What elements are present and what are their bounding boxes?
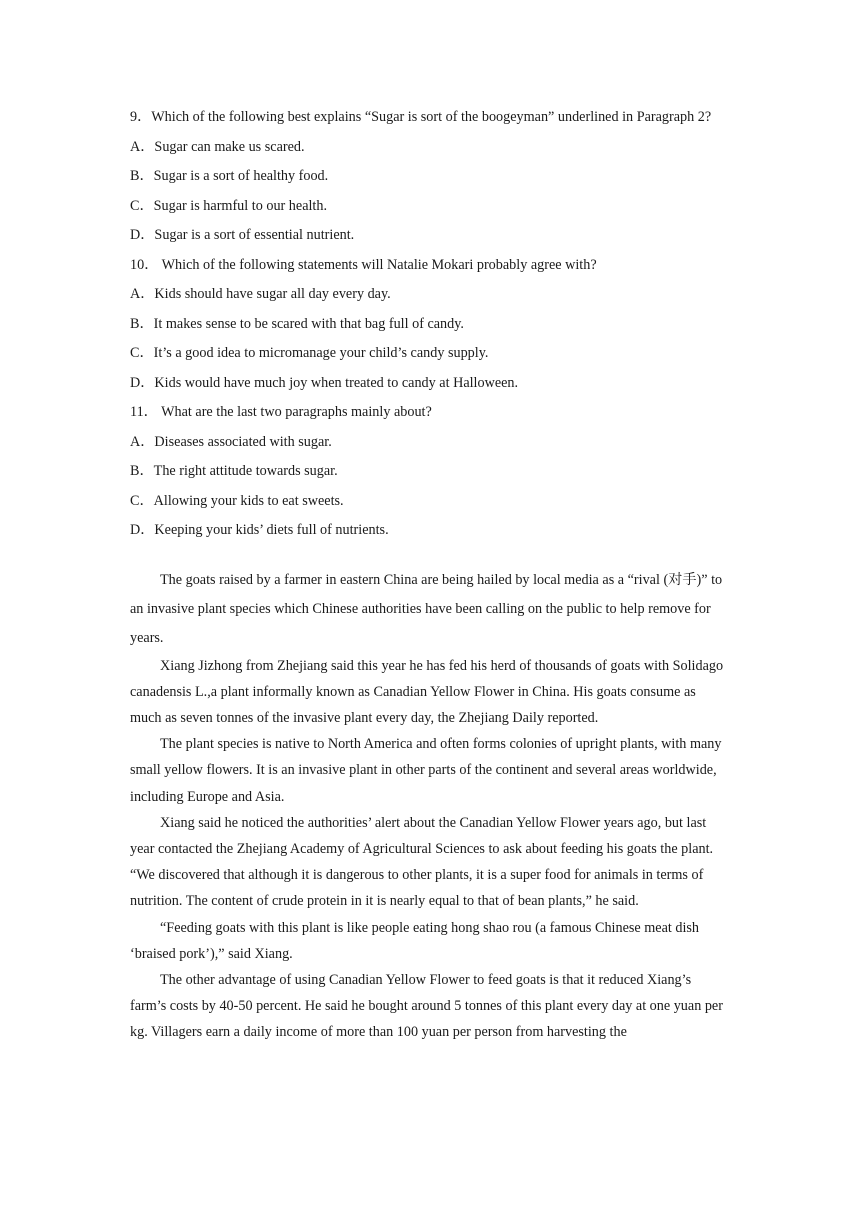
reading-passage	[130, 566, 730, 1046]
question-stem: 10． Which of the following statements will Natalie Mokari probably agree with?	[130, 256, 597, 273]
option-c: C．Sugar is harmful to our health.	[130, 197, 328, 214]
option-d: D．Kids would have much joy when treated to candy at Halloween.	[130, 374, 519, 391]
option-d: D．Sugar is a sort of essential nutrient.	[130, 227, 355, 243]
option-c: C．It’s a good idea to micromanage your child’s candy supply.	[130, 345, 489, 361]
option-a: A．Diseases associated with sugar.	[130, 433, 332, 450]
passage-paragraph: Xiang Jizhong from Zhejiang said this year he has fed his herd of thousands of goats with Solidago canadensis L.,a plant informally known as Canadian Yellow Flower in China. His goats consume as much as seven tonnes of the invasive plant every day, the Zhejiang Daily reported.	[130, 657, 724, 726]
passage-paragraph: The goats raised by a farmer in eastern China are being hailed by local media as a “rival (对手)” to an invasive plant species which Chinese authorities have been calling on the public to help remove for years.	[130, 571, 723, 646]
passage-paragraph: The plant species is native to North America and often forms colonies of upright plants, with many small yellow flowers. It is an invasive plant in other parts of the continent and several areas worldwide, including Europe and Asia.	[130, 736, 722, 805]
question-10	[130, 251, 730, 399]
document-page	[130, 103, 730, 1046]
question-stem: 11． What are the last two paragraphs mainly about?	[130, 404, 432, 420]
passage-paragraph: Xiang said he noticed the authorities’ alert about the Canadian Yellow Flower years ago, but last year contacted the Zhejiang Academy of Agricultural Sciences to ask about feeding his goats the plant. “We discovered that although it is dangerous to other plants, it is a super food for animals in terms of nutrition. The content of crude protein in it is nearly equal to that of bean plants,” he said.	[130, 814, 714, 910]
question-stem: 9．Which of the following best explains “Sugar is sort of the boogeyman” underlined in Paragraph 2?	[130, 109, 712, 125]
question-9	[130, 103, 730, 251]
passage-paragraph: The other advantage of using Canadian Yellow Flower to feed goats is that it reduced Xiang’s farm’s costs by 40-50 percent. He said he bought around 5 tonnes of this plant every day at one yuan per kg. Villagers earn a daily income of more than 100 yuan per person from harvesting the	[130, 971, 723, 1041]
option-d: D．Keeping your kids’ diets full of nutrients.	[130, 522, 389, 538]
option-b: B．Sugar is a sort of healthy food.	[130, 168, 329, 184]
option-a: A．Sugar can make us scared.	[130, 138, 305, 155]
passage-paragraph: “Feeding goats with this plant is like people eating hong shao rou (a famous Chinese meat dish ‘braised pork’),” said Xiang.	[130, 919, 700, 962]
option-b: B．The right attitude towards sugar.	[130, 463, 338, 479]
question-11	[130, 398, 730, 546]
option-b: B．It makes sense to be scared with that bag full of candy.	[130, 315, 464, 332]
option-a: A．Kids should have sugar all day every day.	[130, 286, 391, 302]
option-c: C．Allowing your kids to eat sweets.	[130, 492, 344, 509]
